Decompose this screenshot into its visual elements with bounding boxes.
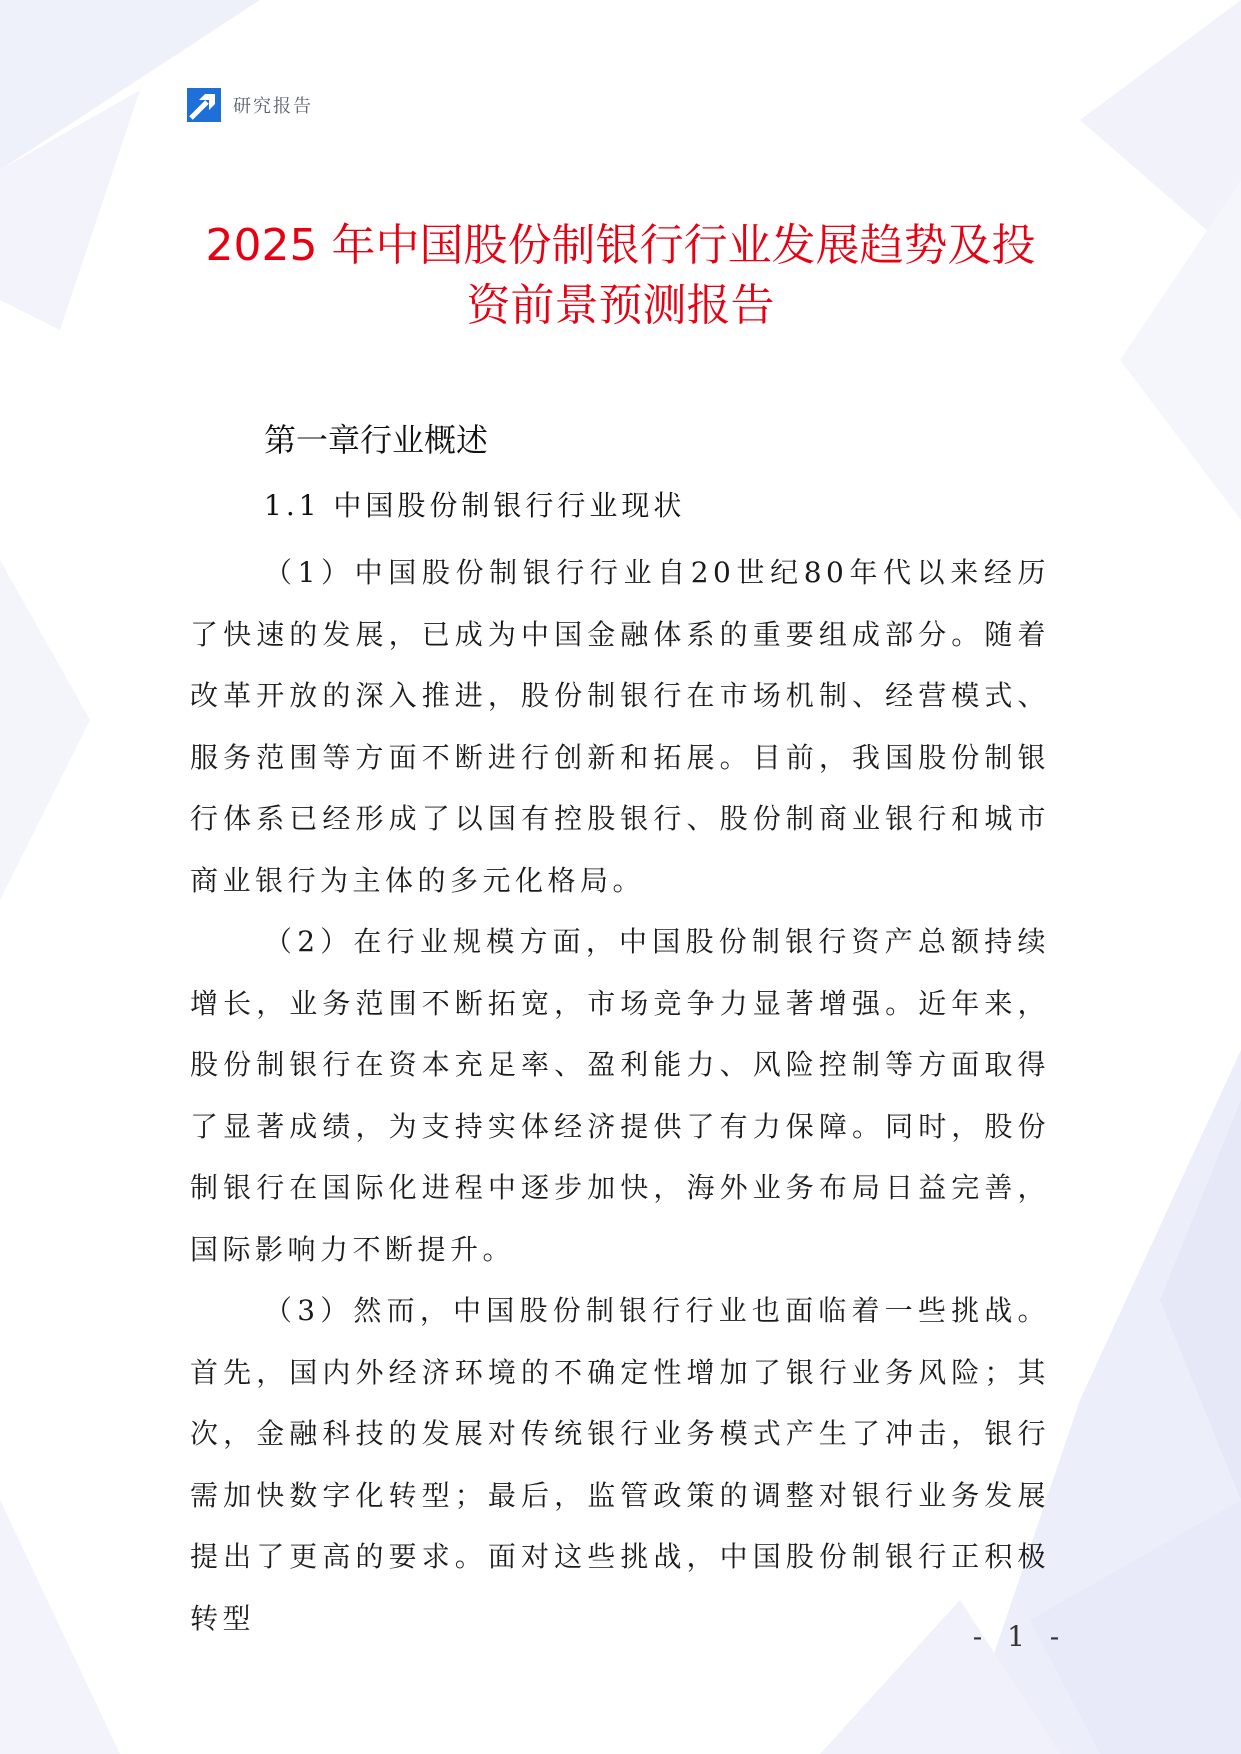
- paragraph-2: （2）在行业规模方面，中国股份制银行资产总额持续增长，业务范围不断拓宽，市场竞争力显著增强。近年来，股份制银行在资本充足率、盈利能力、风险控制等方面取得了显著成绩，为支持实体经济提供了有力保障。同时，股份制银行在国际化进程中逐步加快，海外业务布局日益完善，国际影响力不断提升。: [190, 925, 1050, 1266]
- chapter-heading: 第一章行业概述: [264, 421, 489, 459]
- report-header: [187, 88, 313, 122]
- title-line-2: 资前景预测报告: [466, 280, 775, 331]
- title-line-1: 2025 年中国股份制银行行业发展趋势及投: [205, 220, 1036, 271]
- section-heading: 1.1 中国股份制银行行业现状: [264, 489, 686, 522]
- header-label: 研究报告: [233, 96, 313, 117]
- document-body: [190, 420, 1050, 1649]
- paragraph-3: （3）然而，中国股份制银行行业也面临着一些挑战。首先，国内外经济环境的不确定性增加了银行业务风险；其次，金融科技的发展对传统银行业务模式产生了冲击，银行需加快数字化转型；最后，监管政策的调整对银行业务发展提出了更高的要求。面对这些挑战，中国股份制银行正积极转型: [190, 1294, 1050, 1635]
- arrow-up-right-icon: [187, 88, 221, 122]
- paragraph-1: （1）中国股份制银行行业自20世纪80年代以来经历了快速的发展，已成为中国金融体系的重要组成部分。随着改革开放的深入推进，股份制银行在市场机制、经营模式、服务范围等方面不断进行创新和拓展。目前，我国股份制银行体系已经形成了以国有控股银行、股份制商业银行和城市商业银行为主体的多元化格局。: [190, 556, 1050, 897]
- report-title: [150, 216, 1091, 336]
- page-number: - 1 -: [972, 1620, 1068, 1653]
